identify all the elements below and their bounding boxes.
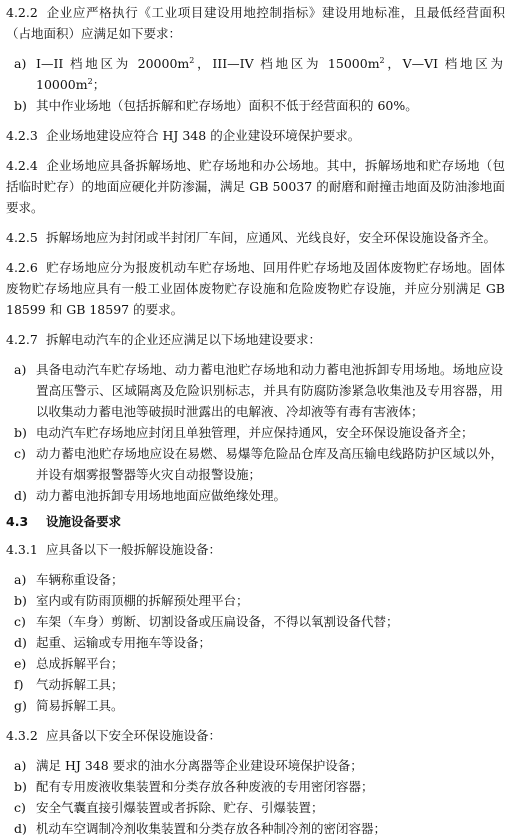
- clause-4-2-5: [6, 227, 505, 248]
- clause-4-2-3: [6, 125, 505, 146]
- list-item: [6, 590, 505, 611]
- clause-text: 贮存场地应分为报废机动车贮存场地、回用件贮存场地及固体废物贮存场地。固体废物贮存场地应具有一般工业固体废物贮存设施和危险废物贮存设施，并应分别满足 GB 18599 和 GB 18597 的要求。: [6, 260, 505, 317]
- list-text: 机动车空调制冷剂收集装置和分类存放各种制冷剂的密闭容器；: [36, 821, 387, 836]
- clause-4-3-2: [6, 725, 505, 746]
- clause-number: 4.2.4: [6, 158, 38, 173]
- list-label: c): [14, 446, 26, 461]
- list-text: 电动汽车贮存场地应封闭且单独管理，并应保持通风，安全环保设施设备齐全；: [36, 425, 474, 440]
- list-item: [6, 95, 505, 116]
- list-label: g): [14, 698, 27, 713]
- list-text: 安全气囊直接引爆装置或者拆除、贮存、引爆装置；: [36, 800, 324, 815]
- list-text: 具备电动汽车贮存场地、动力蓄电池贮存场地和动力蓄电池拆卸专用场地。场地应设置高压警示、区域隔离及危险识别标志，并具有防腐防渗紧急收集池及专用容器，用以收集动力蓄电池等破损时泄露出的电解液、冷却液等有毒有害液体；: [36, 362, 503, 419]
- clause-text: 拆解场地应为封闭或半封闭厂车间，应通风、光线良好，安全环保设施设备齐全。: [46, 230, 497, 245]
- list-text: 其中作业场地（包括拆解和贮存场地）面积不低于经营面积的 60%。: [36, 98, 418, 113]
- list-label: d): [14, 821, 27, 836]
- clause-text: 拆解电动汽车的企业还应满足以下场地建设要求：: [46, 332, 322, 347]
- list-text: 满足 HJ 348 要求的油水分离器等企业建设环境保护设备；: [36, 758, 363, 773]
- list-label: a): [14, 572, 27, 587]
- list-item: [6, 818, 505, 839]
- list-text: I—II 档地区为 $20000m^2$，III—IV 档地区为 $15000m^2$，V—VI 档地区为 $10000m^2$；: [36, 55, 503, 92]
- clause-4-3-1: [6, 539, 505, 560]
- list-label: d): [14, 488, 27, 503]
- clause-number: 4.2.5: [6, 230, 38, 245]
- list-label: e): [14, 656, 27, 671]
- clause-number: 4.3.2: [6, 728, 38, 743]
- clause-number: 4.3.1: [6, 542, 38, 557]
- list-item: [6, 422, 505, 443]
- list-text: 室内或有防雨顶棚的拆解预处理平台；: [36, 593, 249, 608]
- list-label: f): [14, 677, 24, 692]
- list-item: [6, 755, 505, 776]
- list-item: [6, 359, 505, 422]
- clause-number: 4.2.7: [6, 332, 38, 347]
- clause-4-2-6: [6, 257, 505, 320]
- list-label: b): [14, 98, 27, 113]
- list-text: 配有专用废液收集装置和分类存放各种废液的专用密闭容器；: [36, 779, 374, 794]
- list-item: [6, 695, 505, 716]
- clause-text: 企业应严格执行《工业项目建设用地控制指标》建设用地标准，且最低经营面积（占地面积）应满足如下要求：: [6, 5, 505, 41]
- list-item: [6, 611, 505, 632]
- clause-4-2-2: [6, 2, 505, 44]
- list-item: [6, 653, 505, 674]
- list-label: d): [14, 635, 27, 650]
- list-label: a): [14, 362, 27, 377]
- section-heading-4-3: [6, 511, 505, 533]
- list-label: b): [14, 779, 27, 794]
- section-number: 4.3: [6, 514, 29, 529]
- clause-text: 应具备以下安全环保设施设备：: [46, 728, 222, 743]
- list-label: a): [14, 56, 27, 71]
- clause-text: 企业场地应具备拆解场地、贮存场地和办公场地。其中，拆解场地和贮存场地（包括临时贮存）的地面应硬化并防渗漏，满足 GB 50037 的耐磨和耐撞击地面及防油渗地面要求。: [6, 158, 505, 215]
- clause-number: 4.2.2: [6, 5, 38, 20]
- list-label: b): [14, 593, 27, 608]
- list-text: 动力蓄电池拆卸专用场地地面应做绝缘处理。: [36, 488, 287, 503]
- list-item: [6, 797, 505, 818]
- list-item: [6, 443, 505, 485]
- list-item: [6, 53, 505, 95]
- list-text: 起重、运输或专用拖车等设备；: [36, 635, 212, 650]
- list-text: 简易拆解工具。: [36, 698, 124, 713]
- list-label: b): [14, 425, 27, 440]
- list-text: 动力蓄电池贮存场地应设在易燃、易爆等危险品仓库及高压输电线路防护区域以外，并设有烟雾报警器等火灾自动报警设施；: [36, 446, 503, 482]
- list-label: c): [14, 614, 26, 629]
- clause-4-2-7: [6, 329, 505, 350]
- clause-number: 4.2.6: [6, 260, 38, 275]
- list-label: c): [14, 800, 26, 815]
- clause-4-2-4: [6, 155, 505, 218]
- list-item: [6, 485, 505, 506]
- clause-text: 应具备以下一般拆解设施设备：: [46, 542, 222, 557]
- clause-number: 4.2.3: [6, 128, 38, 143]
- list-item: [6, 674, 505, 695]
- list-label: a): [14, 758, 27, 773]
- list-text: 车辆称重设备；: [36, 572, 124, 587]
- section-title: 设施设备要求: [46, 514, 122, 529]
- list-text: 气动拆解工具；: [36, 677, 124, 692]
- list-text: 车架（车身）剪断、切割设备或压扁设备，不得以氧割设备代替；: [36, 614, 399, 629]
- list-text: 总成拆解平台；: [36, 656, 124, 671]
- list-item: [6, 569, 505, 590]
- clause-text: 企业场地建设应符合 HJ 348 的企业建设环境保护要求。: [46, 128, 361, 143]
- list-item: [6, 632, 505, 653]
- list-item: [6, 776, 505, 797]
